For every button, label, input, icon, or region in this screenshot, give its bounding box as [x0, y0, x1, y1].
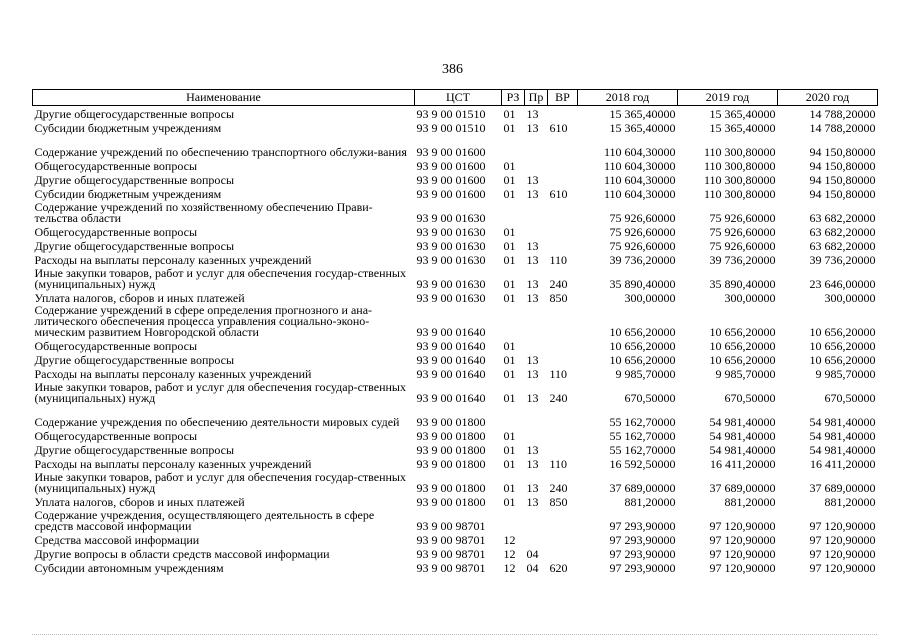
cell-2019: 75 926,60000 — [709, 225, 776, 239]
cell-name: Расходы на выплаты персоналу казенных учреждений — [34, 457, 312, 471]
cell-2018: 10 656,20000 — [609, 325, 676, 339]
cell-rz: 01 — [503, 159, 516, 173]
cell-2018: 75 926,60000 — [609, 239, 676, 253]
cell-cst: 93 9 00 01640 — [416, 325, 486, 339]
cell-rz — [502, 404, 525, 428]
cell-2018: 16 592,50000 — [609, 457, 676, 471]
table-row — [33, 158, 878, 172]
cell-2020: 10 656,20000 — [809, 325, 876, 339]
cell-2019: 110 300,80000 — [703, 173, 776, 187]
cell-vr — [548, 106, 578, 121]
cell-2020: 10 656,20000 — [809, 339, 876, 353]
cell-name: Субсидии бюджетным учреждениям — [34, 121, 222, 135]
table-body — [33, 106, 878, 575]
cell-vr — [548, 172, 578, 186]
cell-cst: 93 9 00 98701 — [416, 547, 486, 561]
table-row — [33, 172, 878, 186]
cell-name: Субсидии автономным учреждениям — [34, 561, 224, 575]
cell-pr: 13 — [526, 367, 539, 381]
cell-2020: 63 682,20000 — [809, 211, 876, 225]
table-row — [33, 442, 878, 456]
cell-pr: 04 — [526, 547, 539, 561]
cell-name: Другие общегосударственные вопросы — [34, 443, 235, 457]
cell-pr: 13 — [526, 391, 539, 405]
cell-rz: 01 — [503, 457, 516, 471]
cell-rz: 01 — [503, 495, 516, 509]
cell-2018: 75 926,60000 — [609, 225, 676, 239]
cell-name: Общегосударственные вопросы — [34, 429, 198, 443]
table-row — [33, 338, 878, 352]
cell-cst: 93 9 00 01800 — [416, 457, 486, 471]
cell-2020: 54 981,40000 — [809, 443, 876, 457]
cell-name: Уплата налогов, сборов и иных платежей — [34, 495, 245, 509]
cell-pr — [525, 200, 548, 224]
cell-vr: 610 — [549, 121, 568, 135]
cell-cst: 93 9 00 98701 — [416, 519, 486, 533]
cell-2020: 670,50000 — [824, 391, 876, 405]
cell-rz: 01 — [503, 277, 516, 291]
cell-pr: 13 — [526, 353, 539, 367]
cell-2019: 300,00000 — [724, 291, 776, 305]
cell-vr — [548, 532, 578, 546]
table-row — [33, 186, 878, 200]
cell-2018: 97 293,90000 — [609, 519, 676, 533]
cell-cst: 93 9 00 01800 — [416, 415, 486, 429]
cell-2020: 14 788,20000 — [809, 107, 876, 121]
cell-vr: 110 — [549, 367, 568, 381]
cell-2019: 881,20000 — [724, 495, 776, 509]
cell-rz: 01 — [503, 391, 516, 405]
cell-pr: 04 — [526, 561, 539, 575]
cell-2018: 55 162,70000 — [609, 429, 676, 443]
cell-pr: 13 — [526, 495, 539, 509]
cell-cst: 93 9 00 01600 — [416, 159, 486, 173]
cell-pr — [525, 338, 548, 352]
cell-name: Средства массовой информации — [34, 533, 200, 547]
table-row — [33, 508, 878, 532]
cell-pr — [525, 404, 548, 428]
cell-name: Содержание учреждения по обеспечению деятельности мировых судей — [34, 415, 400, 429]
cell-name: Иные закупки товаров, работ и услуг для обеспечения государ-ственных (муниципальных) нужд — [34, 380, 406, 405]
cell-name: Общегосударственные вопросы — [34, 225, 198, 239]
cell-2019: 10 656,20000 — [709, 325, 776, 339]
cell-rz — [502, 508, 525, 532]
table-row — [33, 200, 878, 224]
cell-2018: 110 604,30000 — [603, 187, 676, 201]
cell-cst: 93 9 00 01630 — [416, 291, 486, 305]
cell-cst: 93 9 00 01640 — [416, 353, 486, 367]
cell-cst: 93 9 00 01510 — [416, 107, 486, 121]
cell-2019: 110 300,80000 — [703, 145, 776, 159]
cell-rz: 01 — [503, 443, 516, 457]
cell-rz: 01 — [503, 339, 516, 353]
cell-2018: 670,50000 — [624, 391, 676, 405]
cell-2019: 54 981,40000 — [709, 415, 776, 429]
cell-2020: 881,20000 — [824, 495, 876, 509]
table-row — [33, 266, 878, 290]
cell-pr: 13 — [526, 173, 539, 187]
header-vr: ВР — [548, 90, 578, 106]
cell-cst: 93 9 00 01800 — [416, 481, 486, 495]
cell-name: Расходы на выплаты персоналу казенных учреждений — [34, 253, 312, 267]
cell-vr: 240 — [549, 277, 568, 291]
page-number: 386 — [442, 62, 463, 77]
cell-2019: 16 411,20000 — [709, 457, 776, 471]
header-2018: 2018 год — [578, 90, 678, 106]
cell-vr — [548, 508, 578, 532]
cell-cst: 93 9 00 01630 — [416, 277, 486, 291]
cell-cst: 93 9 00 01630 — [416, 253, 486, 267]
table-row — [33, 290, 878, 304]
cell-2019: 37 689,00000 — [709, 481, 776, 495]
cell-2019: 670,50000 — [724, 391, 776, 405]
cell-2020: 97 120,90000 — [809, 547, 876, 561]
cell-vr — [548, 404, 578, 428]
cell-2020: 94 150,80000 — [809, 145, 876, 159]
cell-2019: 39 736,20000 — [709, 253, 776, 267]
cell-rz — [502, 200, 525, 224]
cell-2018: 110 604,30000 — [603, 159, 676, 173]
cell-2019: 10 656,20000 — [709, 353, 776, 367]
table-row — [33, 546, 878, 560]
header-2020: 2020 год — [778, 90, 878, 106]
cell-pr: 13 — [526, 253, 539, 267]
cell-2019: 10 656,20000 — [709, 339, 776, 353]
cell-2020: 63 682,20000 — [809, 239, 876, 253]
cell-2018: 97 293,90000 — [609, 533, 676, 547]
table-row — [33, 532, 878, 546]
cell-cst: 93 9 00 01600 — [416, 145, 486, 159]
cell-pr: 13 — [526, 481, 539, 495]
table-row — [33, 352, 878, 366]
cell-2020: 10 656,20000 — [809, 353, 876, 367]
cell-pr: 13 — [526, 239, 539, 253]
table-row — [33, 380, 878, 404]
cell-vr — [548, 428, 578, 442]
cell-2018: 110 604,30000 — [603, 145, 676, 159]
cell-rz: 01 — [503, 291, 516, 305]
cell-2019: 97 120,90000 — [709, 519, 776, 533]
cell-2018: 97 293,90000 — [609, 561, 676, 575]
cell-2020: 94 150,80000 — [809, 187, 876, 201]
cell-name: Другие общегосударственные вопросы — [34, 173, 235, 187]
cell-name: Другие общегосударственные вопросы — [34, 107, 235, 121]
cell-name: Другие общегосударственные вопросы — [34, 239, 235, 253]
table-row — [33, 120, 878, 134]
cell-vr: 110 — [549, 253, 568, 267]
cell-name: Общегосударственные вопросы — [34, 339, 198, 353]
cell-vr — [548, 338, 578, 352]
cell-vr — [548, 238, 578, 252]
cell-name: Содержание учреждений по хозяйственному обеспечению Прави-тельства области — [34, 200, 373, 225]
cell-pr — [525, 508, 548, 532]
cell-vr — [548, 224, 578, 238]
cell-vr — [548, 200, 578, 224]
cell-name: Содержание учреждений в сфере определения прогнозного и ана-литического обеспечения процесса управления социально-эконо-мическим развитием Новгородской области — [34, 303, 373, 339]
cell-cst: 93 9 00 01630 — [416, 211, 486, 225]
table-row — [33, 224, 878, 238]
cell-cst: 93 9 00 01800 — [416, 443, 486, 457]
cell-name: Расходы на выплаты персоналу казенных учреждений — [34, 367, 312, 381]
table-row — [33, 494, 878, 508]
cell-vr: 240 — [549, 391, 568, 405]
table-row — [33, 106, 878, 121]
cell-cst: 93 9 00 01640 — [416, 391, 486, 405]
cell-pr: 13 — [526, 121, 539, 135]
cell-vr: 610 — [549, 187, 568, 201]
cell-vr — [548, 442, 578, 456]
table-row — [33, 470, 878, 494]
cell-vr: 240 — [549, 481, 568, 495]
cell-2019: 54 981,40000 — [709, 443, 776, 457]
cell-pr — [525, 532, 548, 546]
cell-rz — [502, 134, 525, 158]
cell-pr: 13 — [526, 107, 539, 121]
cell-2020: 23 646,00000 — [809, 277, 876, 291]
cell-rz: 12 — [503, 533, 516, 547]
table-row — [33, 560, 878, 574]
cell-2018: 10 656,20000 — [609, 339, 676, 353]
cell-vr: 850 — [549, 291, 568, 305]
budget-table — [32, 89, 878, 574]
cell-pr: 13 — [526, 443, 539, 457]
cell-2018: 110 604,30000 — [603, 173, 676, 187]
cell-2020: 9 985,70000 — [815, 367, 876, 381]
header-pr: Пр — [525, 90, 548, 106]
table-row — [33, 404, 878, 428]
cell-name: Иные закупки товаров, работ и услуг для обеспечения государ-ственных (муниципальных) нужд — [34, 266, 406, 291]
cell-2018: 15 365,40000 — [609, 107, 676, 121]
cell-rz: 01 — [503, 121, 516, 135]
cell-2018: 10 656,20000 — [609, 353, 676, 367]
cell-name: Общегосударственные вопросы — [34, 159, 198, 173]
cell-name: Иные закупки товаров, работ и услуг для обеспечения государ-ственных (муниципальных) нужд — [34, 470, 406, 495]
cell-2019: 15 365,40000 — [709, 121, 776, 135]
header-rz: РЗ — [502, 90, 525, 106]
cell-2018: 300,00000 — [624, 291, 676, 305]
cell-rz: 01 — [503, 429, 516, 443]
cell-name: Содержание учреждения, осуществляющего деятельность в сфере средств массовой информации — [34, 508, 375, 533]
cell-name: Другие общегосударственные вопросы — [34, 353, 235, 367]
cell-cst: 93 9 00 01630 — [416, 225, 486, 239]
table-row — [33, 366, 878, 380]
cell-2018: 55 162,70000 — [609, 443, 676, 457]
cell-name: Другие вопросы в области средств массовой информации — [34, 547, 330, 561]
cell-2018: 75 926,60000 — [609, 211, 676, 225]
cell-pr — [525, 134, 548, 158]
table-row — [33, 252, 878, 266]
cell-2019: 15 365,40000 — [709, 107, 776, 121]
cell-2020: 54 981,40000 — [809, 429, 876, 443]
cell-cst: 93 9 00 01800 — [416, 495, 486, 509]
cell-vr — [548, 546, 578, 560]
cell-cst: 93 9 00 01640 — [416, 367, 486, 381]
cell-rz: 01 — [503, 107, 516, 121]
cell-2018: 35 890,40000 — [609, 277, 676, 291]
header-cst: ЦСТ — [415, 90, 502, 106]
cell-cst: 93 9 00 01800 — [416, 429, 486, 443]
table-row — [33, 134, 878, 158]
cell-cst: 93 9 00 01600 — [416, 187, 486, 201]
cell-2020: 300,00000 — [824, 291, 876, 305]
cell-vr: 850 — [549, 495, 568, 509]
cell-cst: 93 9 00 01640 — [416, 339, 486, 353]
cell-2018: 55 162,70000 — [609, 415, 676, 429]
table-row — [33, 304, 878, 338]
table-row — [33, 428, 878, 442]
cell-2020: 94 150,80000 — [809, 173, 876, 187]
footer-rule — [32, 634, 877, 636]
cell-2018: 39 736,20000 — [609, 253, 676, 267]
cell-pr — [525, 224, 548, 238]
cell-pr — [525, 158, 548, 172]
header-2019: 2019 год — [678, 90, 778, 106]
cell-cst: 93 9 00 01510 — [416, 121, 486, 135]
cell-cst: 93 9 00 98701 — [416, 561, 486, 575]
cell-rz: 12 — [503, 547, 516, 561]
cell-name: Субсидии бюджетным учреждениям — [34, 187, 222, 201]
cell-pr: 13 — [526, 291, 539, 305]
cell-2020: 16 411,20000 — [809, 457, 876, 471]
cell-2018: 9 985,70000 — [615, 367, 676, 381]
cell-2019: 110 300,80000 — [703, 159, 776, 173]
cell-2019: 54 981,40000 — [709, 429, 776, 443]
cell-rz: 01 — [503, 353, 516, 367]
header-name: Наименование — [33, 90, 415, 106]
cell-2020: 97 120,90000 — [809, 561, 876, 575]
table-row — [33, 238, 878, 252]
cell-vr — [548, 304, 578, 338]
cell-2018: 37 689,00000 — [609, 481, 676, 495]
cell-2020: 39 736,20000 — [809, 253, 876, 267]
cell-rz — [502, 304, 525, 338]
cell-vr — [548, 352, 578, 366]
cell-vr: 110 — [549, 457, 568, 471]
cell-2018: 881,20000 — [624, 495, 676, 509]
cell-2019: 75 926,60000 — [709, 239, 776, 253]
cell-2020: 97 120,90000 — [809, 533, 876, 547]
cell-cst: 93 9 00 98701 — [416, 533, 486, 547]
cell-2019: 97 120,90000 — [709, 547, 776, 561]
cell-pr — [525, 428, 548, 442]
cell-pr — [525, 304, 548, 338]
cell-2020: 94 150,80000 — [809, 159, 876, 173]
cell-rz: 01 — [503, 187, 516, 201]
cell-2020: 37 689,00000 — [809, 481, 876, 495]
cell-2018: 15 365,40000 — [609, 121, 676, 135]
cell-vr — [548, 158, 578, 172]
cell-pr: 13 — [526, 457, 539, 471]
cell-2019: 97 120,90000 — [709, 533, 776, 547]
cell-2020: 14 788,20000 — [809, 121, 876, 135]
cell-rz: 12 — [503, 561, 516, 575]
cell-vr — [548, 134, 578, 158]
cell-2019: 97 120,90000 — [709, 561, 776, 575]
cell-rz: 01 — [503, 239, 516, 253]
cell-2018: 97 293,90000 — [609, 547, 676, 561]
cell-2019: 9 985,70000 — [715, 367, 776, 381]
cell-rz: 01 — [503, 253, 516, 267]
cell-2020: 54 981,40000 — [809, 415, 876, 429]
table-row — [33, 456, 878, 470]
cell-2020: 97 120,90000 — [809, 519, 876, 533]
cell-rz: 01 — [503, 481, 516, 495]
cell-2020: 63 682,20000 — [809, 225, 876, 239]
cell-name: Уплата налогов, сборов и иных платежей — [34, 291, 245, 305]
cell-name: Содержание учреждений по обеспечению транспортного обслужи-вания — [34, 145, 407, 159]
cell-2019: 110 300,80000 — [703, 187, 776, 201]
cell-rz: 01 — [503, 367, 516, 381]
cell-vr: 620 — [549, 561, 568, 575]
cell-pr: 13 — [526, 187, 539, 201]
cell-cst: 93 9 00 01630 — [416, 239, 486, 253]
cell-rz: 01 — [503, 173, 516, 187]
cell-cst: 93 9 00 01600 — [416, 173, 486, 187]
cell-2019: 75 926,60000 — [709, 211, 776, 225]
cell-2019: 35 890,40000 — [709, 277, 776, 291]
table-header — [33, 90, 878, 106]
cell-rz: 01 — [503, 225, 516, 239]
cell-pr: 13 — [526, 277, 539, 291]
